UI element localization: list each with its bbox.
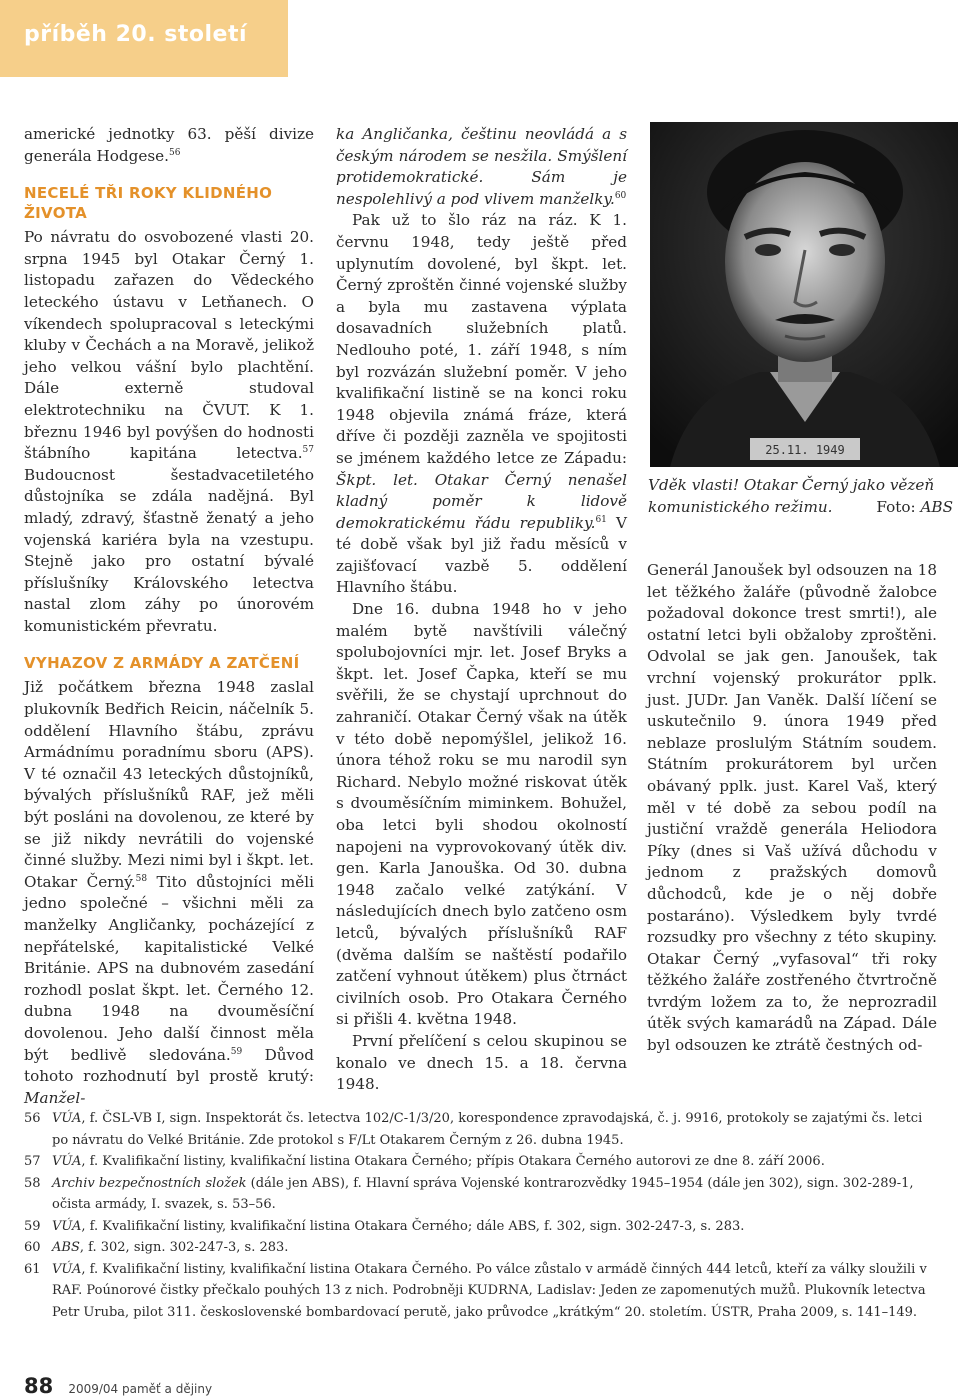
- footnote-ref[interactable]: 56: [168, 147, 181, 158]
- quote-continuation: ka Angličanka, češtinu neovládá a s českým národem se nesžila. Smýšlení protidemokratické. Sám je nespolehlivý a pod vlivem manželky.$^{60}$: [336, 125, 627, 208]
- photo-plate-text: 25.11. 1949: [765, 443, 845, 457]
- paragraph: Již počátkem března 1948 zaslal plukovník Bedřich Reicin, náčelník 5. oddělení Hlavního štábu, zprávu Armádnímu poradnímu sboru (APS). V té označil 43 leteckých důstojníků, bývalých příslušníků RAF, jež měli být posláni na dovolenou, ze které by se již nikdy nevrátili do vojenské činné služby. Mezi nimi byl i škpt. let. Otakar Černý.$^{58}$ Tito důstojníci měli jedno společné – všichni měli za manželky Angličanky, pocházející z nepřátelské, kapitalistické Velké Británie. APS na dubnovém zasedání rozhodl poslat škpt. let. Černého 12. dubna 1948 na dvouměsíční dovolenou. Jeho další činnost měla být bedlivě sledována.$^{59}$ Důvod tohoto rozhodnutí byl prostě krutý: Manžel-: [24, 678, 315, 1107]
- paragraph: Pak už to šlo ráz na ráz. K 1. červnu 1948, tedy ještě před uplynutím dovolené, byl škpt. let. Černý zproštěn činné vojenské služby a byla mu zastavena výplata dosavadních služebních platů. Nedlouho poté, 1. září 1948, s ním byl rozvázán služební poměr. V jeho kvalifikační listině se na konci roku 1948 objevila známá fráze, která dříve či později zazněla ve spojitosti se jménem každého letce ze Západu: Škpt. let. Otakar Černý nenašel kladný poměr k lidově demokratickému řádu republiky.$^{61}$ V té době však byl již řadu měsíců v zajišťovací vazbě 5. oddělení Hlavního štábu.: [336, 211, 627, 597]
- footnote-ref[interactable]: 59: [230, 1046, 243, 1057]
- photo-caption: Vděk vlasti! Otakar Černý jako vězeň komunistického režimu. Foto: ABS: [648, 476, 953, 516]
- footnote-item: 58 Archiv bezpečnostních složek (dále jen ABS), f. Hlavní správa Vojenské kontrarozvědky 1945–1954 (dále jen 302), sign. 302-289-1, očista armády, I. svazek, s. 53–56.: [24, 1175, 914, 1212]
- footnote-item: 56 VÚA, f. ČSL-VB I, sign. Inspektorát čs. letectva 102/C-1/3/20, korespondence zpravodajská, č. j. 9916, protokoly se zajatými čs. letci po návratu do Velké Británie. Zde protokol s F/Lt Otakarem Černým z 26. dubna 1945.: [24, 1111, 923, 1148]
- subheading-dismissal: VYHAZOV Z ARMÁDY A ZATČENÍ: [24, 654, 300, 673]
- paragraph: Po návratu do osvobozené vlasti 20. srpna 1945 byl Otakar Černý 1. listopadu zařazen do Vědeckého leteckého ústavu v Letňanech. O víkendech spolupracoval s leteckými kluby v Čechách a na Moravě, jelikož jeho velkou vášní bylo plachtění. Dále externě studoval elektrotechniku na ČVUT. K 1. březnu 1946 byl povýšen do hodnosti štábního kapitána letectva.$^{57}$ Budoucnost šestadvacetiletého důstojníka se zdála nadějná. Byl mladý, zdravý, šťastně ženatý a jeho vojenská kariéra byla na vzestupu. Stejně jako pro ostatní bývalé příslušníky Královského letectva nastal zlom záhy po únorovém komunistickém převratu.: [24, 228, 314, 635]
- portrait-image: [650, 122, 958, 467]
- footnote-ref[interactable]: 57: [302, 445, 314, 456]
- magazine-issue: 2009/04 paměť a dějiny: [68, 1382, 213, 1396]
- page-number: 88: [24, 1374, 54, 1398]
- section-header: [0, 0, 288, 77]
- intro-paragraph: americké jednotky 63. pěší divize generála Hodgese.$^{56}$: [24, 125, 314, 165]
- footnote-item: 57 VÚA, f. Kvalifikační listiny, kvalifikační listina Otakara Černého; přípis Otakara Černého autorovi ze dne 8. září 2006.: [24, 1154, 825, 1169]
- footnote-item: 60 ABS, f. 302, sign. 302-247-3, s. 283.: [24, 1240, 289, 1255]
- paragraph: První přelíčení s celou skupinou se konalo ve dnech 15. a 18. června 1948.: [336, 1031, 627, 1094]
- footnote-ref[interactable]: 58: [135, 873, 148, 884]
- column-3: [647, 560, 937, 1057]
- footnote-ref[interactable]: 61: [595, 514, 607, 525]
- section-title: příběh 20. století: [24, 22, 248, 47]
- subheading-calm-life: NECELÉ TŘI ROKY KLIDNÉHO ŽIVOTA: [24, 184, 273, 223]
- column-1: [24, 124, 314, 1109]
- footnote-item: 59 VÚA, f. Kvalifikační listiny, kvalifikační listina Otakara Černého; dále ABS, f. 302, sign. 302-247-3, s. 283.: [24, 1218, 745, 1234]
- photo-credit: Foto: ABS: [876, 498, 953, 516]
- paragraph: Dne 16. dubna 1948 ho v jeho malém bytě navštívili válečný spolubojovníci mjr. let. Josef Bryks a škpt. let. Josef Čapka, kteří se mu svěřili, že se chystají uprchnout do zahraničí. Otakar Černý však na útěk v této době nepomýšlel, jelikož 16. února téhož roku se mu narodil syn Richard. Nebylo možné riskovat útěk s dvouměsíčním miminkem. Bohužel, oba letci byli shodou okolností napojeni na vyprovokovaný útěk div. gen. Karla Janouška. Od 30. dubna 1948 začalo velké zatýkání. V následujících dnech bylo zatčeno osm letců, bývalých příslušníků RAF (dvěma dalším se naštěstí podařilo zatčení vyhnout útěkem) plus čtrnáct civilních osob. Pro Otakara Černého si přišli 4. května 1948.: [336, 600, 627, 1029]
- page-footer: [24, 1374, 212, 1398]
- footnote-ref[interactable]: 60: [614, 190, 627, 201]
- paragraph: Generál Janoušek byl odsouzen na 18 let těžkého žaláře (původně žalobce požadoval dokonce trest smrti!), ale ostatní letci byli obžaloby zproštěni. Odvolal se jak gen. Janoušek, tak vrchní vojenský prokurátor pplk. just. JUDr. Jan Vaněk. Další líčení se uskutečnilo 9. února 1949 před neblaze proslulým Státním soudem. Státním prokurátorem byl určen obávaný pplk. just. Karel Vaš, který měl v té době za sebou podíl na justiční vraždě generála Heliodora Píky (dnes si Vaš užívá důchodu v jednom z pražských domovů důchodců, kde je o něj dobře postaráno). Výsledkem byly tvrdé rozsudky pro všechny z této skupiny. Otakar Černý „vyfasoval“ tři roky těžkého žaláře zostřeného čtvrtročně tvrdým ložem za to, že neprozradil útěk svých kamarádů na Západ. Dále byl odsouzen ke ztrátě čestných od-: [647, 561, 937, 1055]
- column-2: [336, 124, 627, 1096]
- prisoner-photo: [650, 122, 958, 467]
- footnote-item: 61 VÚA, f. Kvalifikační listiny, kvalifikační listina Otakara Černého. Po válce zůstalo v armádě činných 444 letců, kteří za války sloužili v RAF. Poúnorové čistky přečkalo pouhých 13 z nich. Podrobněji KUDRNA, Ladislav: Jeden ze zapomenutých mužů. Plukovník letectva Petr Uruba, pilot 311. československé bombardovací perutě, jako průvodce „krátkým“ 20. stoletím. ÚSTR, Praha 2009, s. 141–149.: [24, 1261, 927, 1320]
- footnotes: [24, 1108, 936, 1323]
